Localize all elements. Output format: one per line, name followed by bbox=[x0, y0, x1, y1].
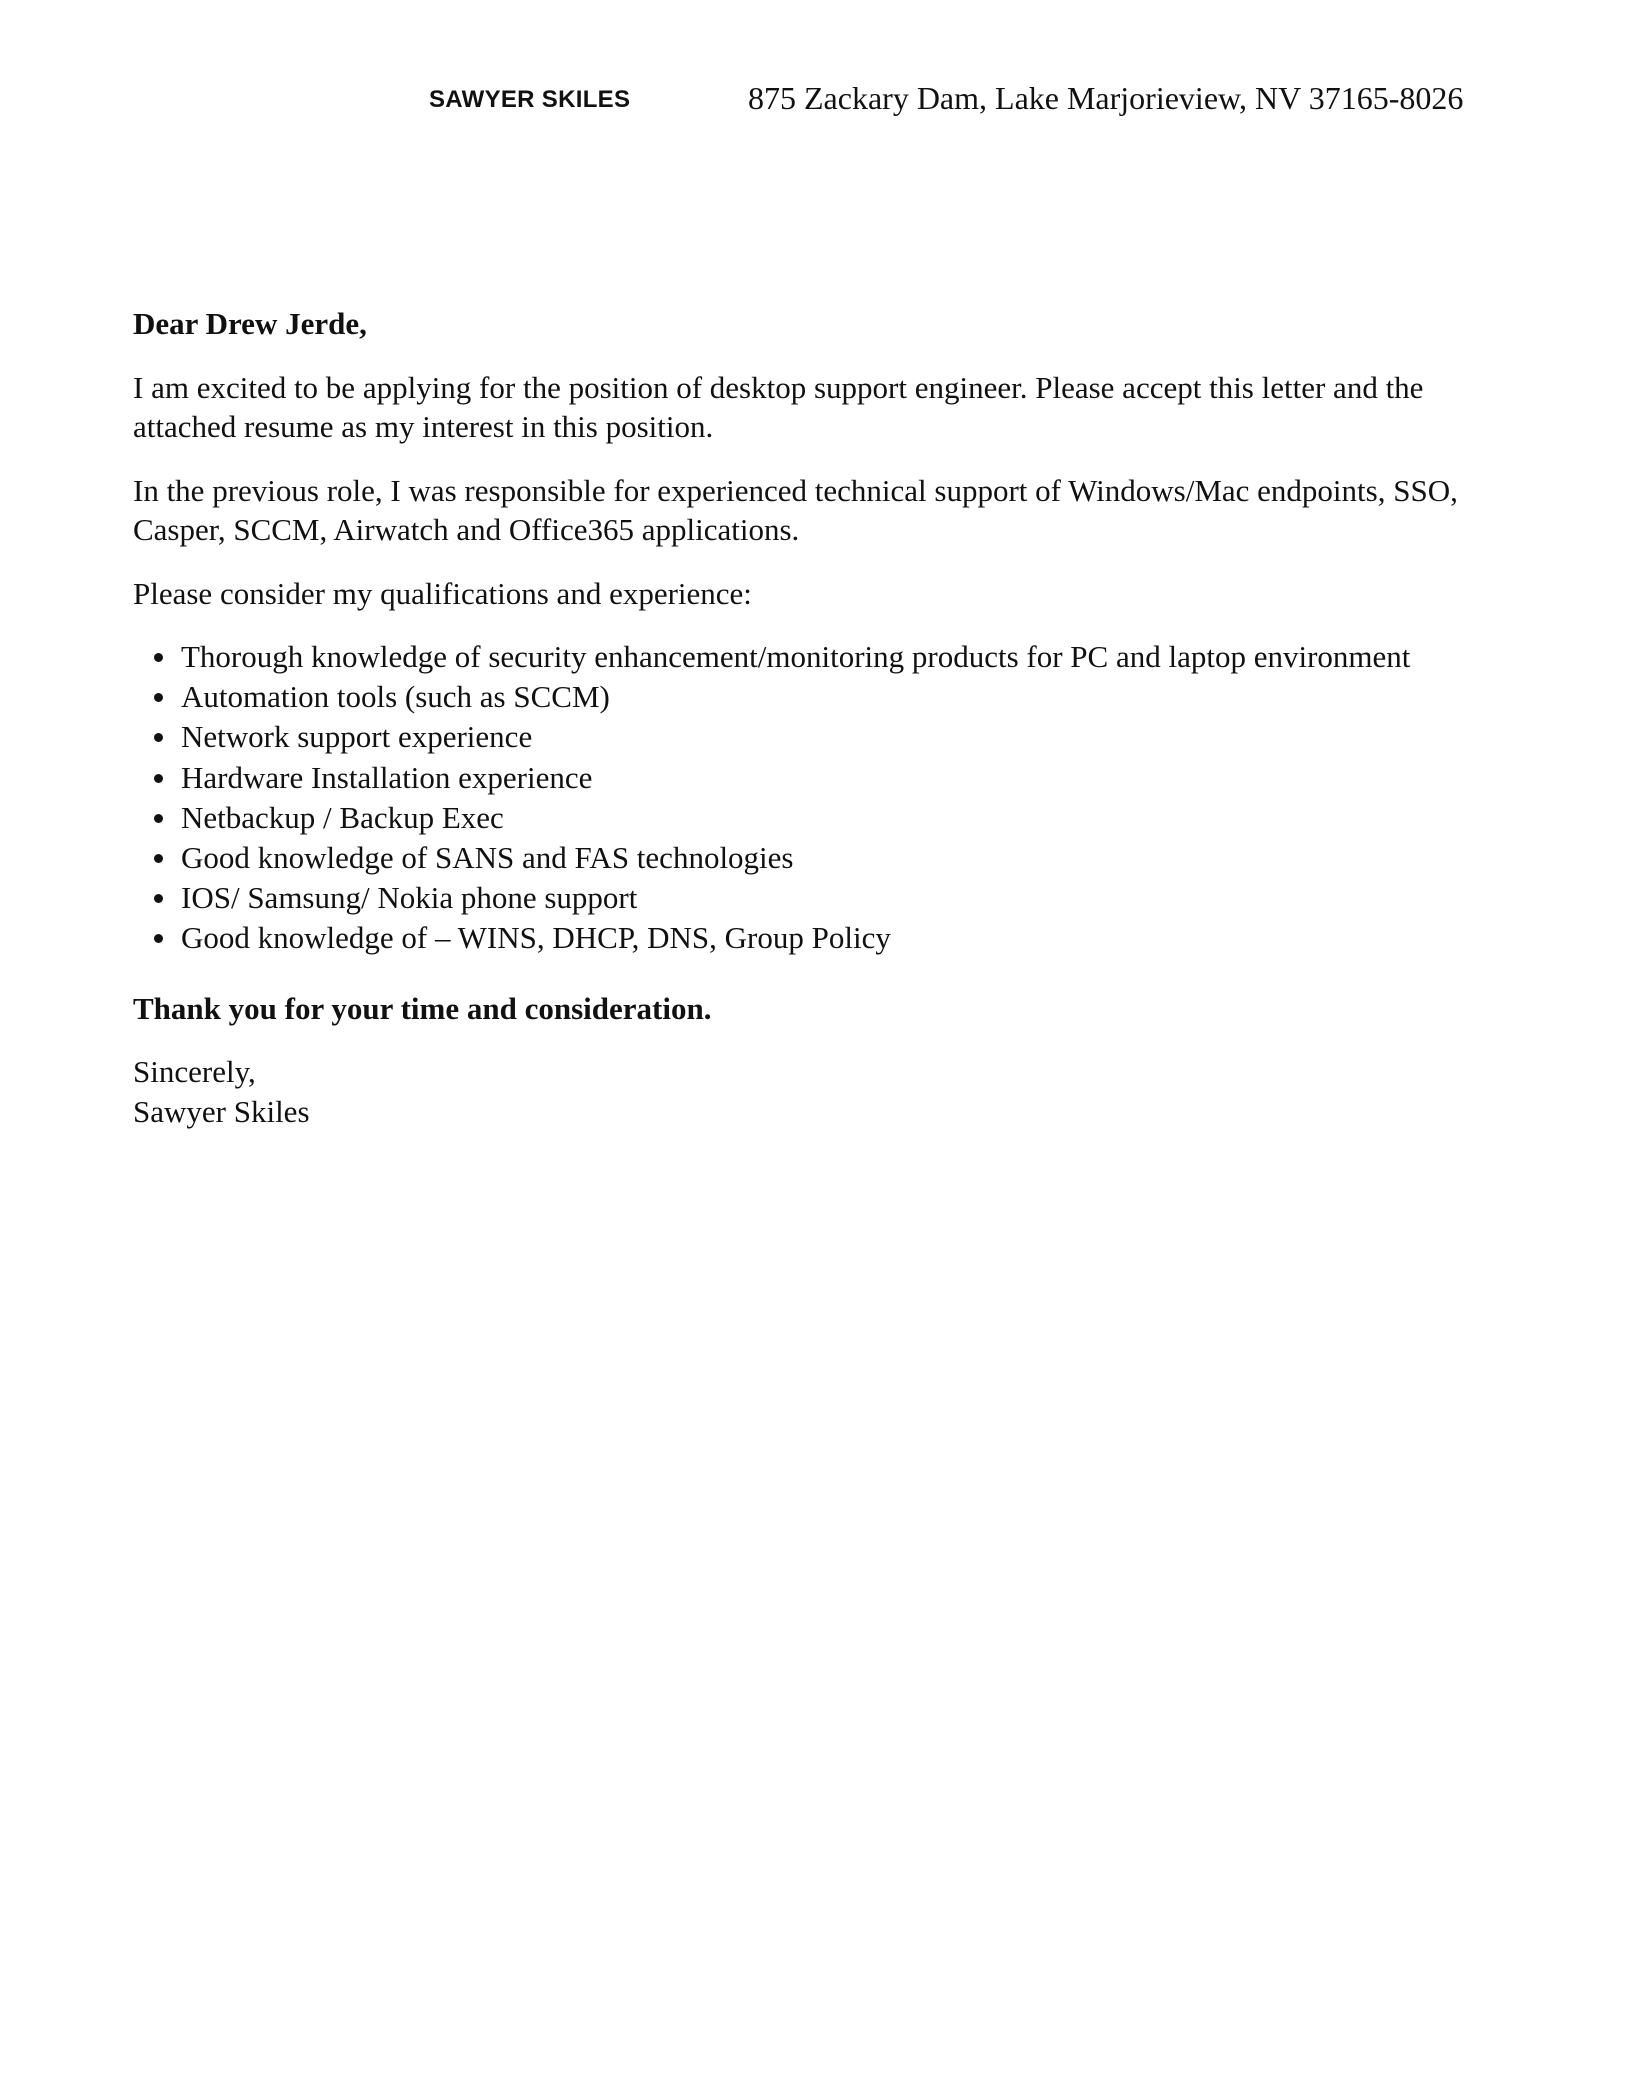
closing-phrase: Sincerely, bbox=[133, 1054, 256, 1090]
list-item-text: Netbackup / Backup Exec bbox=[181, 799, 504, 835]
experience-paragraph: In the previous role, I was responsible for experienced technical support of Windows/Mac endpoints, SSO, Casper, SCCM, Airwatch and Office365 applications. bbox=[133, 472, 1458, 547]
sender-address: 875 Zackary Dam, Lake Marjorieview, NV 37165-8026 bbox=[748, 80, 1464, 116]
closing-block bbox=[133, 1052, 1513, 1131]
list-item-text: Good knowledge of – WINS, DHCP, DNS, Group Policy bbox=[181, 920, 891, 956]
list-item-text: Network support experience bbox=[181, 719, 533, 755]
list-item bbox=[133, 758, 1513, 798]
intro-paragraph: I am excited to be applying for the position of desktop support engineer. Please accept this letter and the attached resume as my interest in this position. bbox=[133, 369, 1424, 444]
list-item bbox=[133, 637, 1513, 677]
sender-name: SAWYER SKILES bbox=[429, 86, 631, 113]
list-item bbox=[133, 838, 1513, 878]
bullet-icon bbox=[154, 854, 163, 863]
bullet-icon bbox=[154, 774, 163, 783]
bullet-icon bbox=[154, 693, 163, 702]
list-item-text: Thorough knowledge of security enhancement/monitoring products for PC and laptop environment bbox=[181, 639, 1411, 674]
list-item bbox=[133, 717, 1513, 757]
qualifications-list bbox=[133, 637, 1513, 959]
salutation: Dear Drew Jerde, bbox=[133, 306, 367, 341]
thank-you-line: Thank you for your time and consideration. bbox=[133, 990, 712, 1026]
qualifications-intro: Please consider my qualifications and experience: bbox=[133, 575, 752, 611]
bullet-icon bbox=[154, 934, 163, 943]
list-item bbox=[133, 878, 1513, 918]
list-item-text: IOS/ Samsung/ Nokia phone support bbox=[181, 880, 638, 916]
bullet-icon bbox=[154, 653, 163, 662]
bullet-icon bbox=[154, 814, 163, 823]
bullet-icon bbox=[154, 733, 163, 742]
list-item-text: Good knowledge of SANS and FAS technologies bbox=[181, 840, 794, 876]
list-item bbox=[133, 918, 1513, 958]
list-item bbox=[133, 798, 1513, 838]
list-item-text: Automation tools (such as SCCM) bbox=[181, 679, 610, 715]
bullet-icon bbox=[154, 894, 163, 903]
letter-header bbox=[0, 82, 1632, 122]
signature-name: Sawyer Skiles bbox=[133, 1093, 310, 1129]
list-item bbox=[133, 677, 1513, 717]
list-item-text: Hardware Installation experience bbox=[181, 759, 593, 795]
letter-body bbox=[133, 304, 1513, 1131]
